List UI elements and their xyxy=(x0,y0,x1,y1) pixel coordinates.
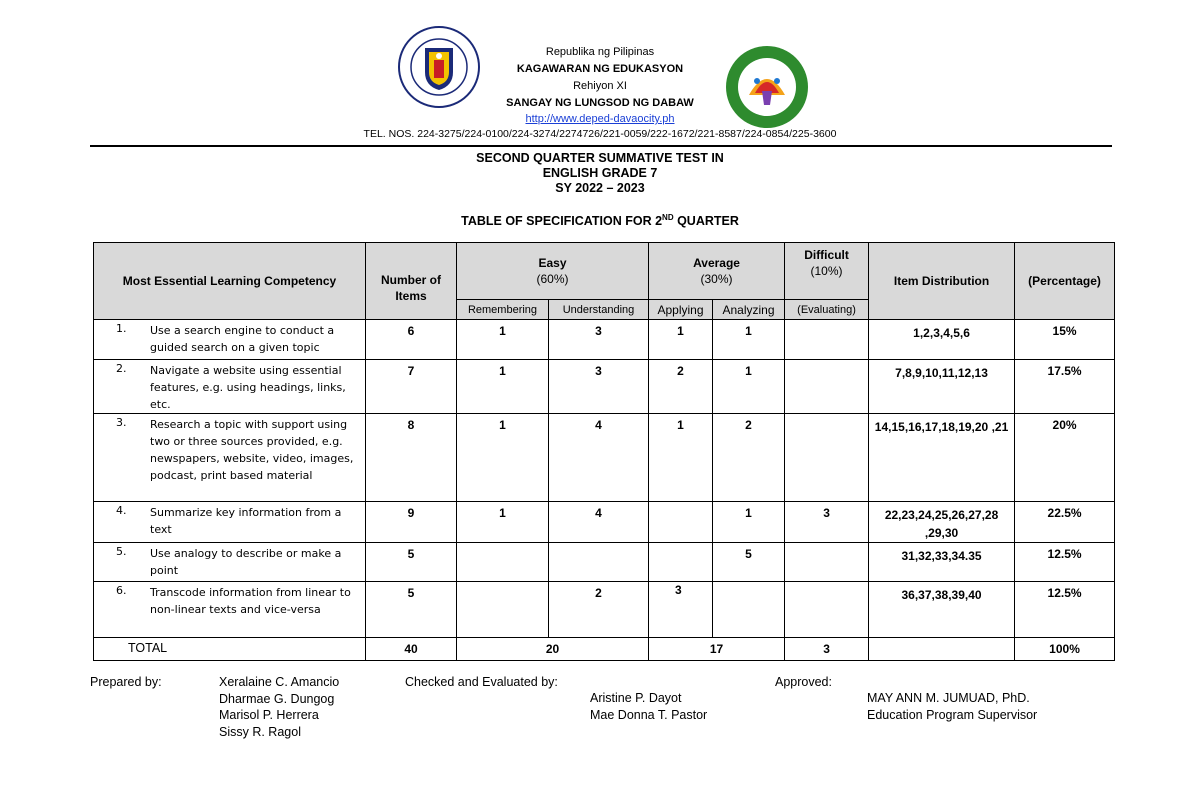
competency-cell xyxy=(94,543,366,582)
col-header-difficult xyxy=(785,243,869,300)
competency-text: Navigate a website using essential features, e.g. using headings, links, etc. xyxy=(150,364,346,411)
distribution-cell: 31,32,33,34.35 xyxy=(869,543,1015,582)
evaluating-cell xyxy=(785,543,869,582)
items-cell: 5 xyxy=(366,582,457,638)
items-cell: 8 xyxy=(366,414,457,502)
col-header-competency: Most Essential Learning Competency xyxy=(94,243,366,320)
distribution-cell: 1,2,3,4,5,6 xyxy=(869,320,1015,360)
distribution-cell: 36,37,38,39,40 xyxy=(869,582,1015,638)
approved-label: Approved: xyxy=(775,675,832,689)
table-row xyxy=(94,320,1115,360)
approver-title: Education Program Supervisor xyxy=(867,707,1038,722)
subheader-understanding: Understanding xyxy=(549,300,649,320)
checker-name: Aristine P. Dayot xyxy=(590,691,682,705)
header-region: Rehiyon XI xyxy=(573,80,627,92)
evaluating-cell xyxy=(785,360,869,414)
analyzing-cell xyxy=(713,582,785,638)
understanding-cell: 3 xyxy=(549,320,649,360)
checked-names xyxy=(590,690,707,723)
easy-pct: (60%) xyxy=(536,272,569,286)
header-website-link[interactable]: http://www.deped-davaocity.ph xyxy=(525,113,675,125)
percentage-cell: 22.5% xyxy=(1015,502,1115,543)
preparer-name: Dharmae G. Dungog xyxy=(219,691,335,706)
average-label: Average xyxy=(693,256,740,270)
average-pct: (30%) xyxy=(700,272,733,286)
analyzing-cell: 1 xyxy=(713,502,785,543)
approver-block xyxy=(867,690,1037,723)
percentage-cell: 17.5% xyxy=(1015,360,1115,414)
competency-text: Use a search engine to conduct a guided search on a given topic xyxy=(150,324,335,354)
table-row xyxy=(94,582,1115,638)
remembering-cell: 1 xyxy=(457,360,549,414)
total-items: 40 xyxy=(366,638,457,661)
preparer-name: Marisol P. Herrera xyxy=(219,708,319,722)
header-website-wrap xyxy=(0,112,1200,126)
applying-cell: 1 xyxy=(649,320,713,360)
preparer-name: Xeralaine C. Amancio xyxy=(219,675,340,689)
total-easy: 20 xyxy=(457,638,649,661)
understanding-cell: 2 xyxy=(549,582,649,638)
items-cell: 9 xyxy=(366,502,457,543)
subheader-evaluating: (Evaluating) xyxy=(785,300,869,320)
total-average: 17 xyxy=(649,638,785,661)
row-number: 2. xyxy=(116,362,127,375)
analyzing-cell: 1 xyxy=(713,320,785,360)
competency-text: Transcode information from linear to non-linear texts and vice-versa xyxy=(150,586,351,616)
understanding-cell: 4 xyxy=(549,414,649,502)
table-row xyxy=(94,414,1115,502)
easy-label: Easy xyxy=(538,256,567,270)
test-title: SECOND QUARTER SUMMATIVE TEST IN xyxy=(476,151,724,165)
remembering-cell xyxy=(457,582,549,638)
header-department: KAGAWARAN NG EDUKASYON xyxy=(516,63,684,75)
remembering-cell: 1 xyxy=(457,414,549,502)
items-cell: 6 xyxy=(366,320,457,360)
prepared-names xyxy=(219,674,339,740)
percentage-cell: 20% xyxy=(1015,414,1115,502)
evaluating-cell xyxy=(785,320,869,360)
competency-text: Research a topic with support using two or three sources provided, e.g. newspapers, website, video, images, podcast, print based material xyxy=(150,418,354,482)
competency-cell xyxy=(94,582,366,638)
competency-text: Use analogy to describe or make a point xyxy=(150,547,342,577)
difficult-pct: (10%) xyxy=(810,264,843,278)
remembering-cell: 1 xyxy=(457,502,549,543)
header-phones: TEL. NOS. 224-3275/224-0100/224-3274/2274726/221-0059/222-1672/221-8587/224-0854/225-3600 xyxy=(363,128,837,140)
competency-cell xyxy=(94,320,366,360)
row-number: 6. xyxy=(116,584,127,597)
items-cell: 7 xyxy=(366,360,457,414)
row-number: 4. xyxy=(116,504,127,517)
understanding-cell xyxy=(549,543,649,582)
competency-cell xyxy=(94,414,366,502)
applying-cell: 1 xyxy=(649,414,713,502)
checker-name: Mae Donna T. Pastor xyxy=(590,707,708,722)
remembering-cell xyxy=(457,543,549,582)
prepared-by-label: Prepared by: xyxy=(90,675,162,689)
analyzing-cell: 2 xyxy=(713,414,785,502)
total-percentage: 100% xyxy=(1015,638,1115,661)
col-header-average xyxy=(649,243,785,300)
percentage-cell: 12.5% xyxy=(1015,582,1115,638)
header-republic: Republika ng Pilipinas xyxy=(545,46,655,58)
total-difficult: 3 xyxy=(785,638,869,661)
evaluating-cell xyxy=(785,414,869,502)
remembering-cell: 1 xyxy=(457,320,549,360)
applying-cell: 2 xyxy=(649,360,713,414)
tos-title-sup: ND xyxy=(662,213,674,222)
tos-title-main: TABLE OF SPECIFICATION FOR 2 xyxy=(461,214,663,229)
row-number: 3. xyxy=(116,416,127,429)
preparer-name: Sissy R. Ragol xyxy=(219,724,301,739)
percentage-cell: 12.5% xyxy=(1015,543,1115,582)
subheader-remembering: Remembering xyxy=(457,300,549,320)
competency-text: Summarize key information from a text xyxy=(150,506,342,536)
subheader-applying: Applying xyxy=(649,300,713,320)
table-row xyxy=(94,543,1115,582)
col-header-items: Number of Items xyxy=(366,243,457,320)
tos-title-end: QUARTER xyxy=(673,214,739,229)
col-header-percentage: (Percentage) xyxy=(1015,243,1115,320)
difficult-label: Difficult xyxy=(804,248,849,262)
applying-cell: 3 xyxy=(649,582,713,638)
col-header-distribution: Item Distribution xyxy=(869,243,1015,320)
checked-by-label: Checked and Evaluated by: xyxy=(405,675,558,689)
total-label: TOTAL xyxy=(94,638,366,661)
understanding-cell: 4 xyxy=(549,502,649,543)
distribution-cell: 14,15,16,17,18,19,20 ,21 xyxy=(869,414,1015,502)
percentage-cell: 15% xyxy=(1015,320,1115,360)
distribution-cell: 22,23,24,25,26,27,28 ,29,30 xyxy=(869,502,1015,543)
evaluating-cell: 3 xyxy=(785,502,869,543)
header-divider xyxy=(90,145,1112,147)
applying-cell xyxy=(649,543,713,582)
tos-table xyxy=(93,242,1115,661)
competency-cell xyxy=(94,502,366,543)
header-division: SANGAY NG LUNGSOD NG DABAW xyxy=(506,97,694,109)
applying-cell xyxy=(649,502,713,543)
total-row xyxy=(94,638,1115,661)
items-cell: 5 xyxy=(366,543,457,582)
competency-cell xyxy=(94,360,366,414)
row-number: 1. xyxy=(116,322,127,335)
subheader-analyzing: Analyzing xyxy=(713,300,785,320)
col-header-easy xyxy=(457,243,649,300)
school-year: SY 2022 – 2023 xyxy=(555,181,645,195)
understanding-cell: 3 xyxy=(549,360,649,414)
distribution-cell: 7,8,9,10,11,12,13 xyxy=(869,360,1015,414)
table-row xyxy=(94,360,1115,414)
table-row xyxy=(94,502,1115,543)
evaluating-cell xyxy=(785,582,869,638)
approver-name: MAY ANN M. JUMUAD, PhD. xyxy=(867,691,1030,705)
row-number: 5. xyxy=(116,545,127,558)
analyzing-cell: 1 xyxy=(713,360,785,414)
total-distribution xyxy=(869,638,1015,661)
analyzing-cell: 5 xyxy=(713,543,785,582)
tos-title xyxy=(0,210,1200,229)
test-subject: ENGLISH GRADE 7 xyxy=(542,166,658,180)
